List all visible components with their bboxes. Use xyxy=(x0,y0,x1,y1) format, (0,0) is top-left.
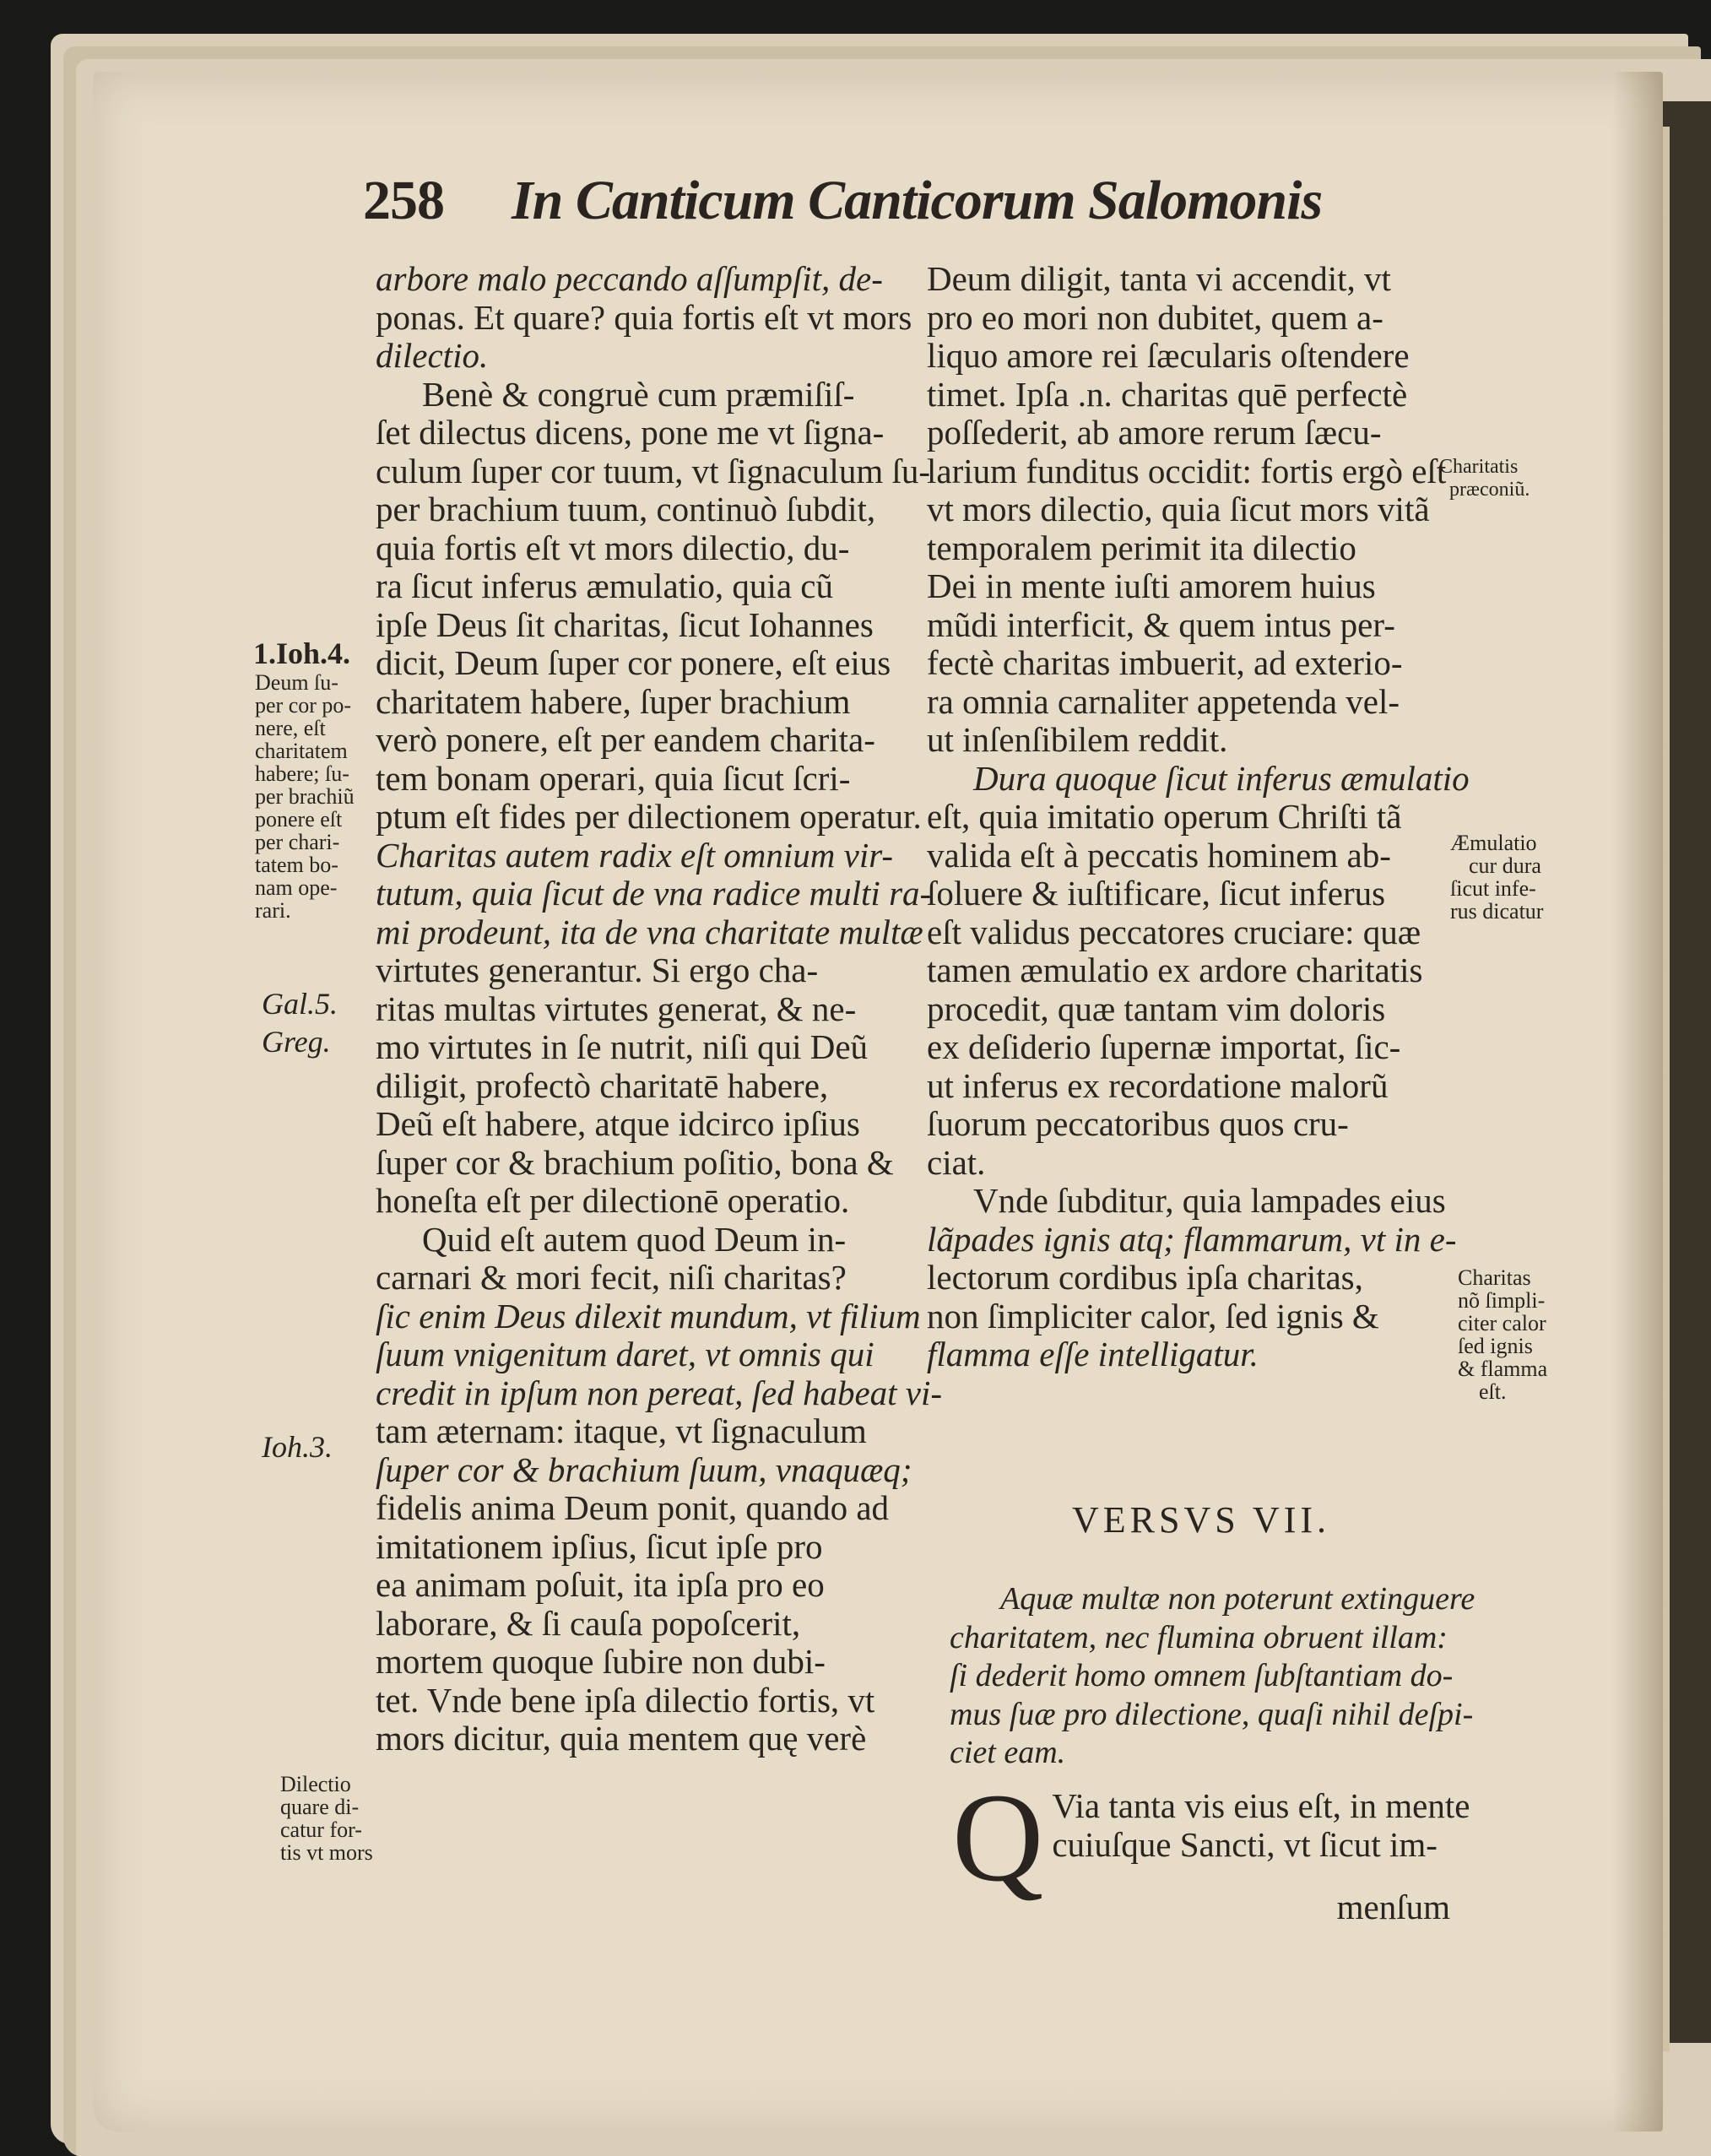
text-line: ſoluere & iuſtificare, ſicut inferus xyxy=(927,874,1386,913)
margin-note-dilectio xyxy=(280,1773,373,1864)
verse-line: mus ſuæ pro dilectione, quaſi nihil deſpi- xyxy=(950,1696,1474,1732)
margin-line: Æmulatio xyxy=(1450,831,1537,855)
text-line: procedit, quæ tantam vim doloris xyxy=(927,989,1386,1028)
text-line: ea animam poſuit, ita ipſa pro eo xyxy=(376,1565,825,1604)
margin-line: tatem bo- xyxy=(255,853,338,877)
running-header xyxy=(363,169,1418,233)
margin-line: Charitas xyxy=(1458,1265,1531,1290)
margin-ref-ioh3: Ioh.3. xyxy=(262,1430,333,1464)
text-line: laborare, & ſi cauſa popoſcerit, xyxy=(376,1603,801,1643)
text-line: mo virtutes in ſe nutrit, niſi qui Deũ xyxy=(376,1027,869,1066)
text-line: flamma eſſe intelligatur. xyxy=(927,1335,1259,1373)
margin-line: Deum ſu- xyxy=(255,670,338,695)
text-line: ipſe Deus ſit charitas, ſicut Iohannes xyxy=(376,604,874,644)
text-line: menſum xyxy=(1336,1888,1450,1926)
text-line: tam æternam: itaque, vt ſignaculum xyxy=(376,1411,867,1450)
text-line: charitatem habere, ſuper brachium xyxy=(376,681,851,721)
text-line: Charitas autem radix eſt omnium vir- xyxy=(376,835,893,875)
margin-line: per brachiũ xyxy=(255,784,355,809)
margin-line: ponere eſt xyxy=(255,807,343,832)
margin-line: Charitatis xyxy=(1439,456,1519,478)
text-line: culum ſuper cor tuum, vt ſignaculum ſu- xyxy=(376,451,931,490)
margin-line: cur dura xyxy=(1469,853,1541,878)
text-line: tem bonam operari, quia ſicut ſcri- xyxy=(376,758,851,798)
left-text-column xyxy=(376,259,943,1758)
text-line: ſuper cor & brachium ſuum, vnaquæq; xyxy=(376,1449,912,1489)
text-line: vt mors dilectio, quia ſicut mors vitã xyxy=(927,490,1430,528)
margin-line: eſt. xyxy=(1479,1379,1507,1404)
text-line: honeſta eſt per dilectionē operatio. xyxy=(376,1181,850,1220)
text-line: virtutes generantur. Si ergo cha- xyxy=(376,951,819,989)
text-line: Benè & congruè cum præmiſiſ- xyxy=(422,374,855,414)
text-line: tet. Vnde bene ipſa dilectio fortis, vt xyxy=(376,1680,875,1720)
margin-line: & flamma xyxy=(1458,1357,1548,1381)
margin-line: charitatem xyxy=(255,739,348,763)
margin-line: Dilectio xyxy=(280,1772,351,1796)
text-line: imitationem ipſius, ſicut ipſe pro xyxy=(376,1526,823,1566)
margin-line: rari. xyxy=(255,898,291,923)
text-line: ſuper cor & brachium poſitio, bona & xyxy=(376,1142,894,1182)
margin-note-aemulatio xyxy=(1450,832,1543,923)
text-line: ſuum vnigenitum daret, vt omnis qui xyxy=(376,1335,874,1373)
margin-line: quare di- xyxy=(280,1795,360,1819)
text-line: timet. Ipſa .n. charitas quē perfectè xyxy=(927,374,1408,414)
margin-line: nõ ſimpli- xyxy=(1458,1288,1546,1313)
text-line: Dei in mente iuſti amorem huius xyxy=(927,566,1376,605)
text-line: pro eo mori non dubitet, quem a- xyxy=(927,297,1383,337)
margin-line: nere, eſt xyxy=(255,716,326,740)
text-line: ra ſicut inferus æmulatio, quia cũ xyxy=(376,566,833,605)
text-line: eſt, quia imitatio operum Chriſti tã xyxy=(927,797,1402,836)
text-line: ut inſenſibilem reddit. xyxy=(927,720,1228,759)
margin-ref-ioh4: 1.Ioh.4. xyxy=(253,637,351,670)
right-text-column xyxy=(927,259,1470,1374)
text-line: larium funditus occidit: fortis ergò eſt xyxy=(927,451,1447,490)
text-line: ſic enim Deus dilexit mundum, vt filium xyxy=(376,1296,921,1335)
text-line: mors dicitur, quia mentem quę verè xyxy=(376,1719,867,1758)
text-line: quia fortis eſt vt mors dilectio, du- xyxy=(376,528,850,567)
text-line: liquo amore rei ſæcularis oſtendere xyxy=(927,336,1410,375)
text-line: tamen æmulatio ex ardore charitatis xyxy=(927,951,1423,989)
text-line: lectorum cordibus ipſa charitas, xyxy=(927,1258,1363,1297)
drop-cap: Q xyxy=(952,1768,1044,1908)
text-line: ut inferus ex recordatione malorũ xyxy=(927,1065,1389,1105)
text-line: mortem quoque ſubire non dubi- xyxy=(376,1642,826,1681)
final-paragraph xyxy=(952,1768,1470,1927)
margin-note-deum xyxy=(255,671,355,922)
verse-line: charitatem, nec flumina obruent illam: xyxy=(950,1619,1448,1655)
running-title: In Canticum Canticorum Salomonis xyxy=(512,170,1323,231)
text-line: temporalem perimit ita dilectio xyxy=(927,528,1356,567)
margin-line: habere; ſu- xyxy=(255,761,349,786)
margin-line: ſicut infe- xyxy=(1450,876,1536,901)
versus-heading: VERSVS VII. xyxy=(1072,1499,1331,1541)
text-line: per brachium tuum, continuò ſubdit, xyxy=(376,490,876,528)
text-line: ſuorum peccatoribus quos cru- xyxy=(927,1104,1349,1143)
verse-text xyxy=(950,1580,1475,1773)
text-line: arbore malo peccando aſſumpſit, de- xyxy=(376,259,883,298)
margin-note-charitatis xyxy=(1439,456,1530,501)
text-line: mũdi interficit, & quem intus per- xyxy=(927,604,1395,644)
margin-note-charitas xyxy=(1458,1266,1547,1403)
margin-line: tis vt mors xyxy=(280,1840,373,1865)
verse-line: Aquæ multæ non poterunt extinguere xyxy=(1000,1581,1475,1617)
margin-line: citer calor xyxy=(1458,1311,1546,1335)
text-line: ritas multas virtutes generat, & ne- xyxy=(376,989,857,1028)
text-line: non ſimpliciter calor, ſed ignis & xyxy=(927,1296,1379,1335)
text-line: Quid eſt autem quod Deum in- xyxy=(422,1219,847,1259)
text-line: ptum eſt fides per dilectionem operatur. xyxy=(376,797,922,836)
text-line: ciat. xyxy=(927,1142,986,1182)
text-line: tutum, quia ſicut de vna radice multi ra- xyxy=(376,874,932,913)
margin-line: nam ope- xyxy=(255,875,338,900)
text-line: carnari & mori fecit, niſi charitas? xyxy=(376,1258,847,1297)
text-line: Deũ eſt habere, atque idcirco ipſius xyxy=(376,1104,860,1143)
text-line: diligit, profectò charitatē habere, xyxy=(376,1065,829,1105)
margin-ref-greg: Greg. xyxy=(262,1025,331,1059)
margin-line: per chari- xyxy=(255,830,340,854)
text-line: ſet dilectus dicens, pone me vt ſigna- xyxy=(376,413,885,452)
text-line: valida eſt à peccatis hominem ab- xyxy=(927,835,1391,875)
page-number: 258 xyxy=(363,170,444,231)
margin-line: præconiũ. xyxy=(1449,479,1530,501)
text-line: fectè charitas imbuerit, ad exterio- xyxy=(927,643,1403,682)
text-line: credit in ipſum non pereat, ſed habeat vi- xyxy=(376,1373,943,1412)
verse-line: ciet eam. xyxy=(950,1735,1066,1770)
text-line: fidelis anima Deum ponit, quando ad xyxy=(376,1488,890,1527)
margin-ref-gal: Gal.5. xyxy=(262,987,338,1021)
text-line: verò ponere, eſt per eandem charita- xyxy=(376,720,875,759)
margin-line: ſed ignis xyxy=(1458,1334,1533,1358)
text-line: eſt validus peccatores cruciare: quæ xyxy=(927,912,1421,951)
text-line: poſſederit, ab amore rerum ſæcu- xyxy=(927,413,1382,452)
text-line: ex deſiderio ſupernæ importat, ſic- xyxy=(927,1027,1401,1066)
text-line: cuiuſque Sancti, vt ſicut im- xyxy=(1052,1824,1438,1864)
text-line: dilectio. xyxy=(376,336,489,375)
verse-line: ſi dederit homo omnem ſubſtantiam do- xyxy=(950,1658,1454,1693)
margin-line: rus dicatur xyxy=(1450,899,1544,924)
text-line: Deum diligit, tanta vi accendit, vt xyxy=(927,259,1391,298)
text-line: ponas. Et quare? quia fortis eſt vt mors xyxy=(376,297,912,337)
text-line: lãpades ignis atq; flammarum, vt in e- xyxy=(927,1219,1457,1259)
text-line: Via tanta vis eius eſt, in mente xyxy=(1052,1786,1470,1825)
text-line: dicit, Deum ſuper cor ponere, eſt eius xyxy=(376,643,891,682)
text-line: Dura quoque ſicut inferus æmulatio xyxy=(973,758,1470,798)
text-line: ra omnia carnaliter appetenda vel- xyxy=(927,681,1400,721)
margin-line: catur for- xyxy=(280,1817,362,1842)
text-line: Vnde ſubditur, quia lampades eius xyxy=(973,1181,1446,1220)
text-line: mi prodeunt, ita de vna charitate multæ xyxy=(376,912,923,951)
margin-line: per cor po- xyxy=(255,693,352,718)
